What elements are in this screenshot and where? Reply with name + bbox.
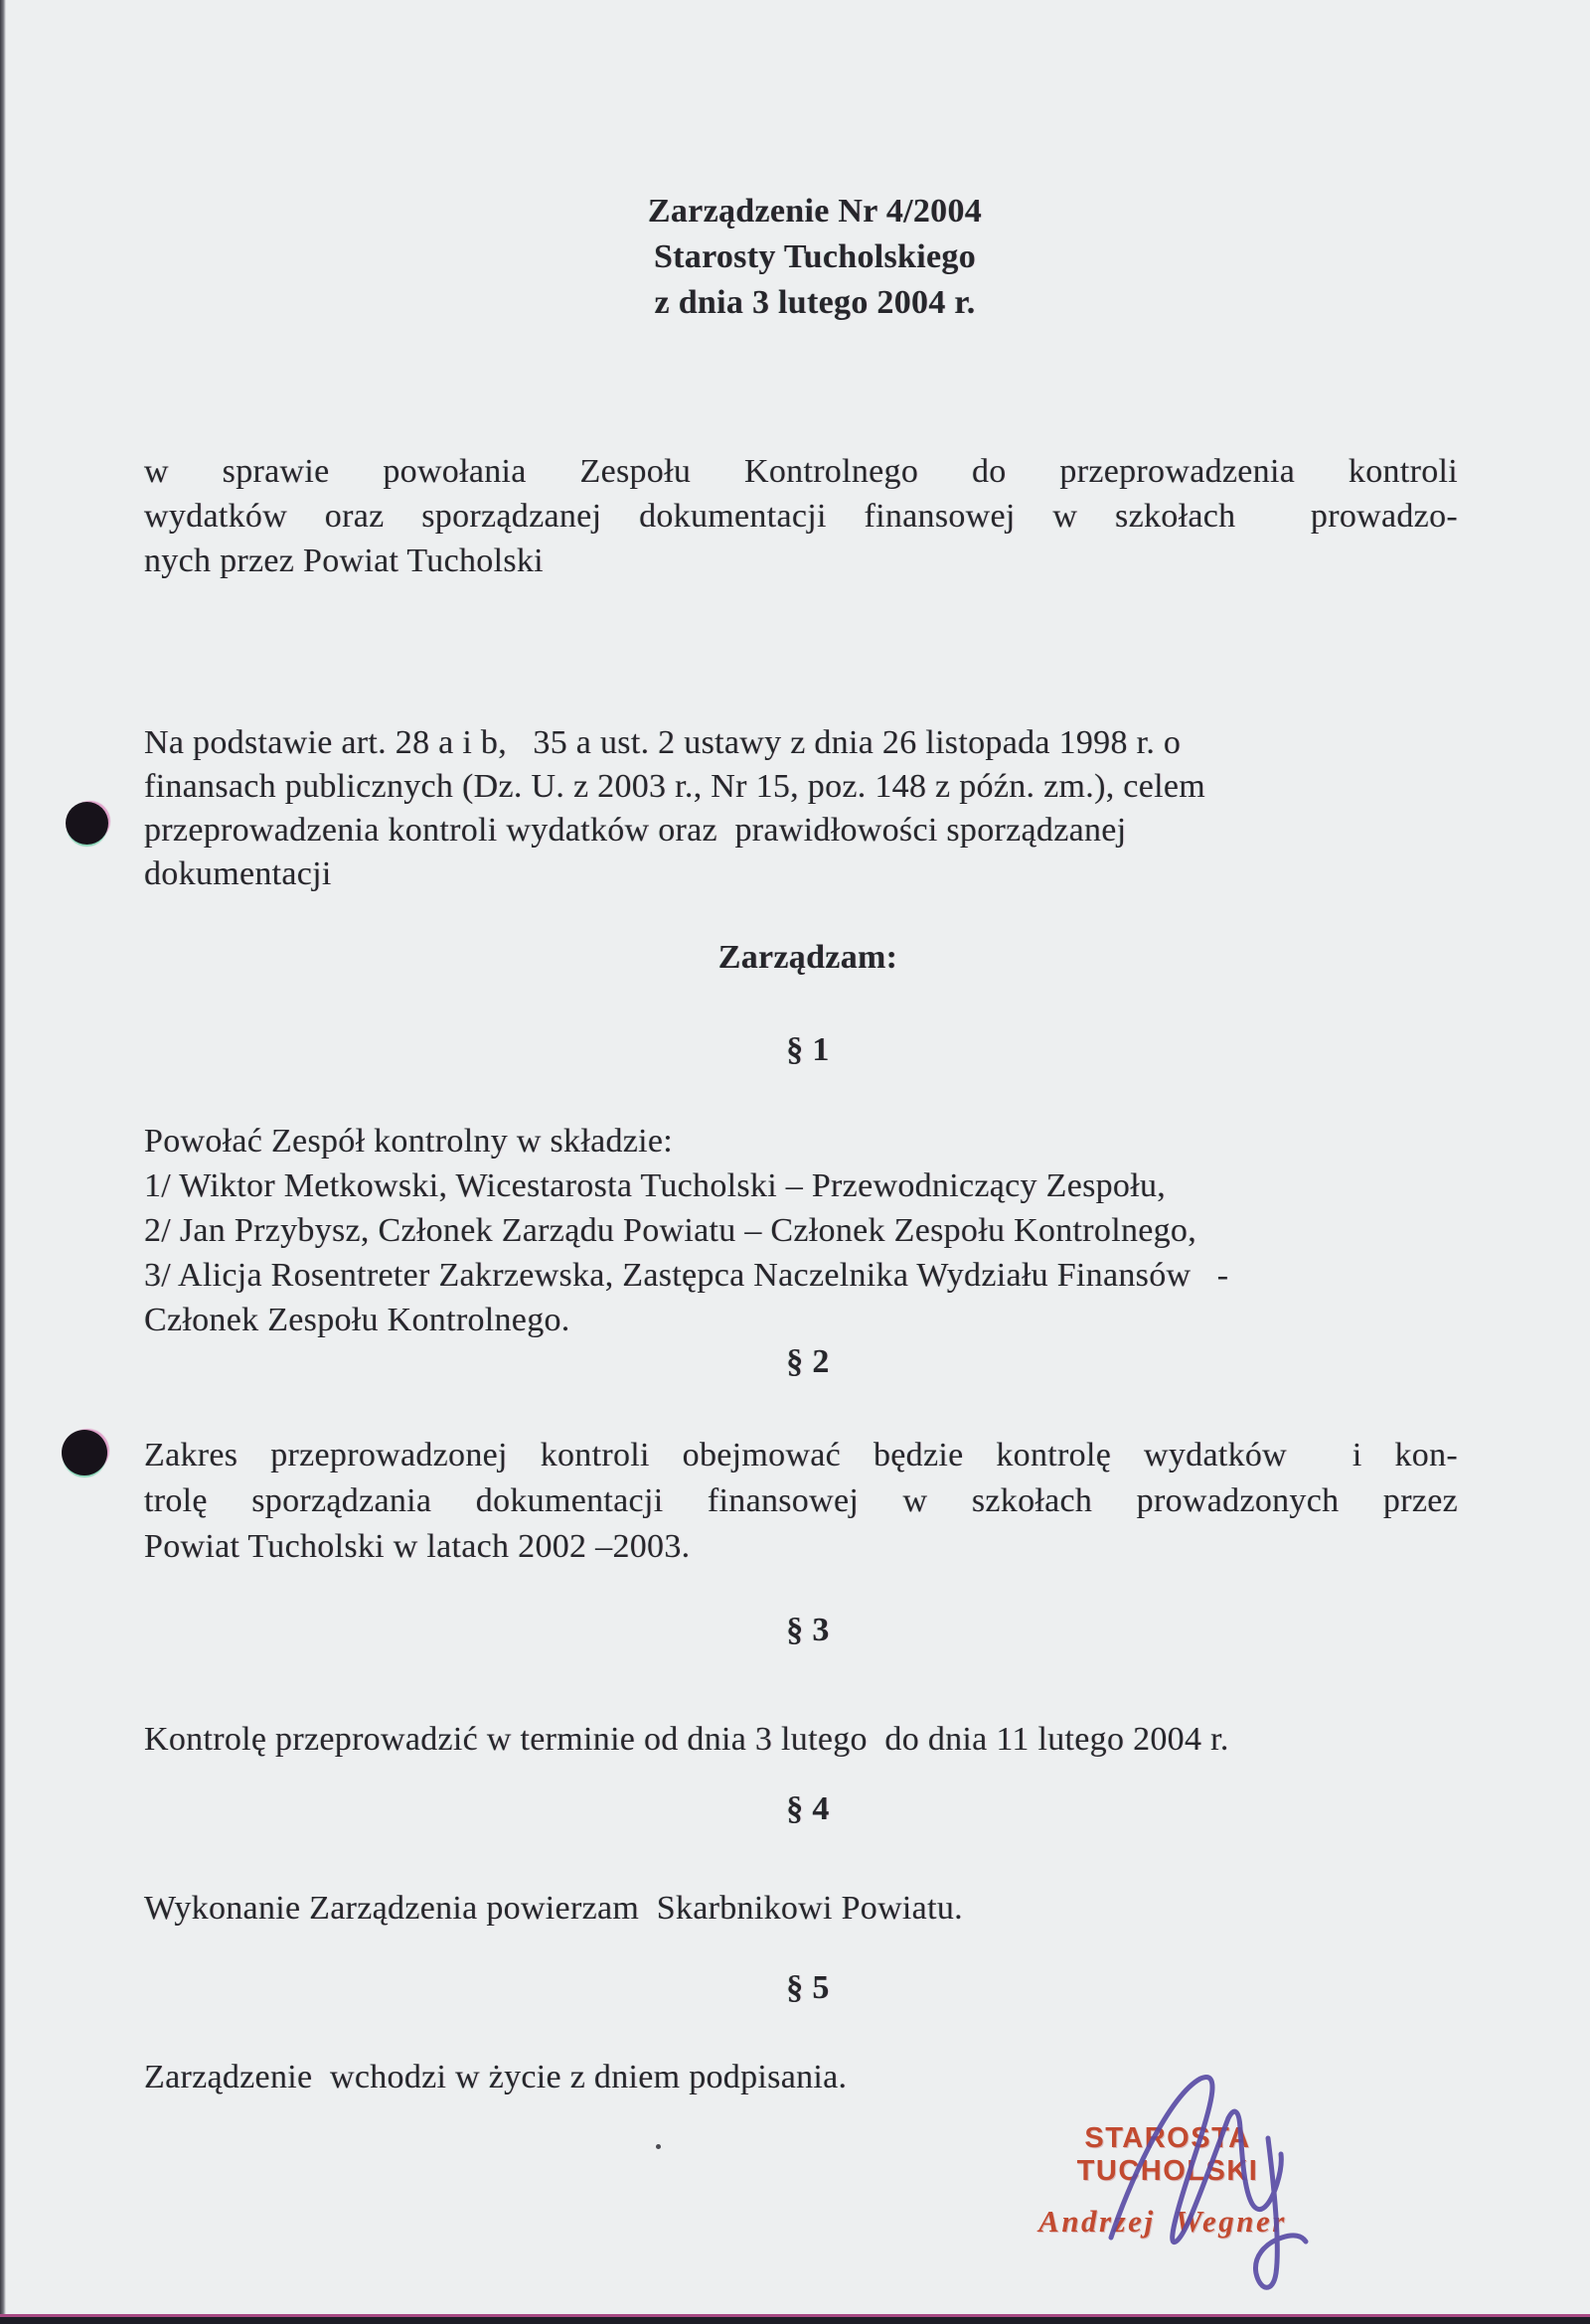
legal-line: finansach publicznych (Dz. U. z 2003 r., Nr 15, poz. 148 z późn. zm.), celem: [144, 768, 1205, 805]
section-2-paragraph: [144, 1433, 1458, 1570]
section-1-line: 2/ Jan Przybysz, Członek Zarządu Powiatu – Członek Zespołu Kontrolnego,: [144, 1212, 1197, 1249]
scan-speck-artifact: [656, 2144, 661, 2149]
handwritten-signature-ink: [1073, 2067, 1342, 2303]
section-3-line: Kontrolę przeprowadzić w terminie od dnia 3 lutego do dnia 11 lutego 2004 r.: [144, 1721, 1229, 1758]
title-line-1: Zarządzenie Nr 4/2004: [647, 193, 983, 230]
section-3-number: § 3: [786, 1612, 830, 1648]
document-title: [0, 189, 1590, 326]
section-1-paragraph: [144, 1119, 1458, 1342]
section-4-line: Wykonanie Zarządzenia powierzam Skarbnikowi Powiatu.: [144, 1890, 963, 1927]
stamp-name-text: Andrzej Wegner: [1038, 2204, 1287, 2239]
section-4-paragraph: [144, 1886, 1458, 1931]
section-3-paragraph: [144, 1717, 1458, 1762]
section-4-number: § 4: [786, 1790, 830, 1827]
hole-punch-top: [66, 802, 108, 845]
title-line-3: z dnia 3 lutego 2004 r.: [654, 284, 976, 321]
legal-line: Na podstawie art. 28 a i b, 35 a ust. 2 ustawy z dnia 26 listopada 1998 r. o: [144, 724, 1182, 761]
legal-basis-paragraph: [144, 721, 1458, 896]
section-5-line: Zarządzenie wchodzi w życie z dniem podpisania.: [144, 2059, 848, 2095]
section-2-line: Powiat Tucholski w latach 2002 –2003.: [144, 1528, 691, 1565]
section-2-line: Zakres przeprowadzonej kontroli obejmować będzie kontrolę wydatków i kon-: [144, 1437, 1458, 1473]
section-1-line: Członek Zespołu Kontrolnego.: [144, 1302, 570, 1338]
legal-line: dokumentacji: [144, 855, 332, 892]
section-1-line: 3/ Alicja Rosentreter Zakrzewska, Zastępca Naczelnika Wydziału Finansów -: [144, 1257, 1229, 1294]
subject-paragraph: [144, 449, 1458, 583]
section-1-number: § 1: [786, 1031, 830, 1068]
section-1-line: Powołać Zespół kontrolny w składzie:: [144, 1123, 674, 1160]
section-5-number: § 5: [786, 1969, 830, 2006]
legal-line: przeprowadzenia kontroli wydatków oraz prawidłowości sporządzanej: [144, 812, 1127, 849]
order-heading: Zarządzam:: [717, 939, 898, 976]
subject-line: wydatków oraz sporządzanej dokumentacji finansowej w szkołach prowadzo-: [144, 498, 1458, 535]
title-line-2: Starosty Tucholskiego: [653, 238, 977, 275]
section-2-line: trolę sporządzania dokumentacji finansowej w szkołach prowadzonych przez: [144, 1482, 1458, 1519]
hole-punch-bottom: [62, 1430, 107, 1475]
subject-line: nych przez Powiat Tucholski: [144, 542, 544, 579]
section-1-line: 1/ Wiktor Metkowski, Wicestarosta Tucholski – Przewodniczący Zespołu,: [144, 1167, 1167, 1204]
scan-left-edge: [0, 0, 6, 2324]
subject-line: w sprawie powołania Zespołu Kontrolnego do przeprowadzenia kontroli: [144, 453, 1458, 490]
scan-bottom-edge: [0, 2314, 1590, 2324]
section-2-number: § 2: [786, 1343, 830, 1380]
stamp-title-text: STAROSTA TUCHOLSKI: [1076, 2122, 1259, 2187]
